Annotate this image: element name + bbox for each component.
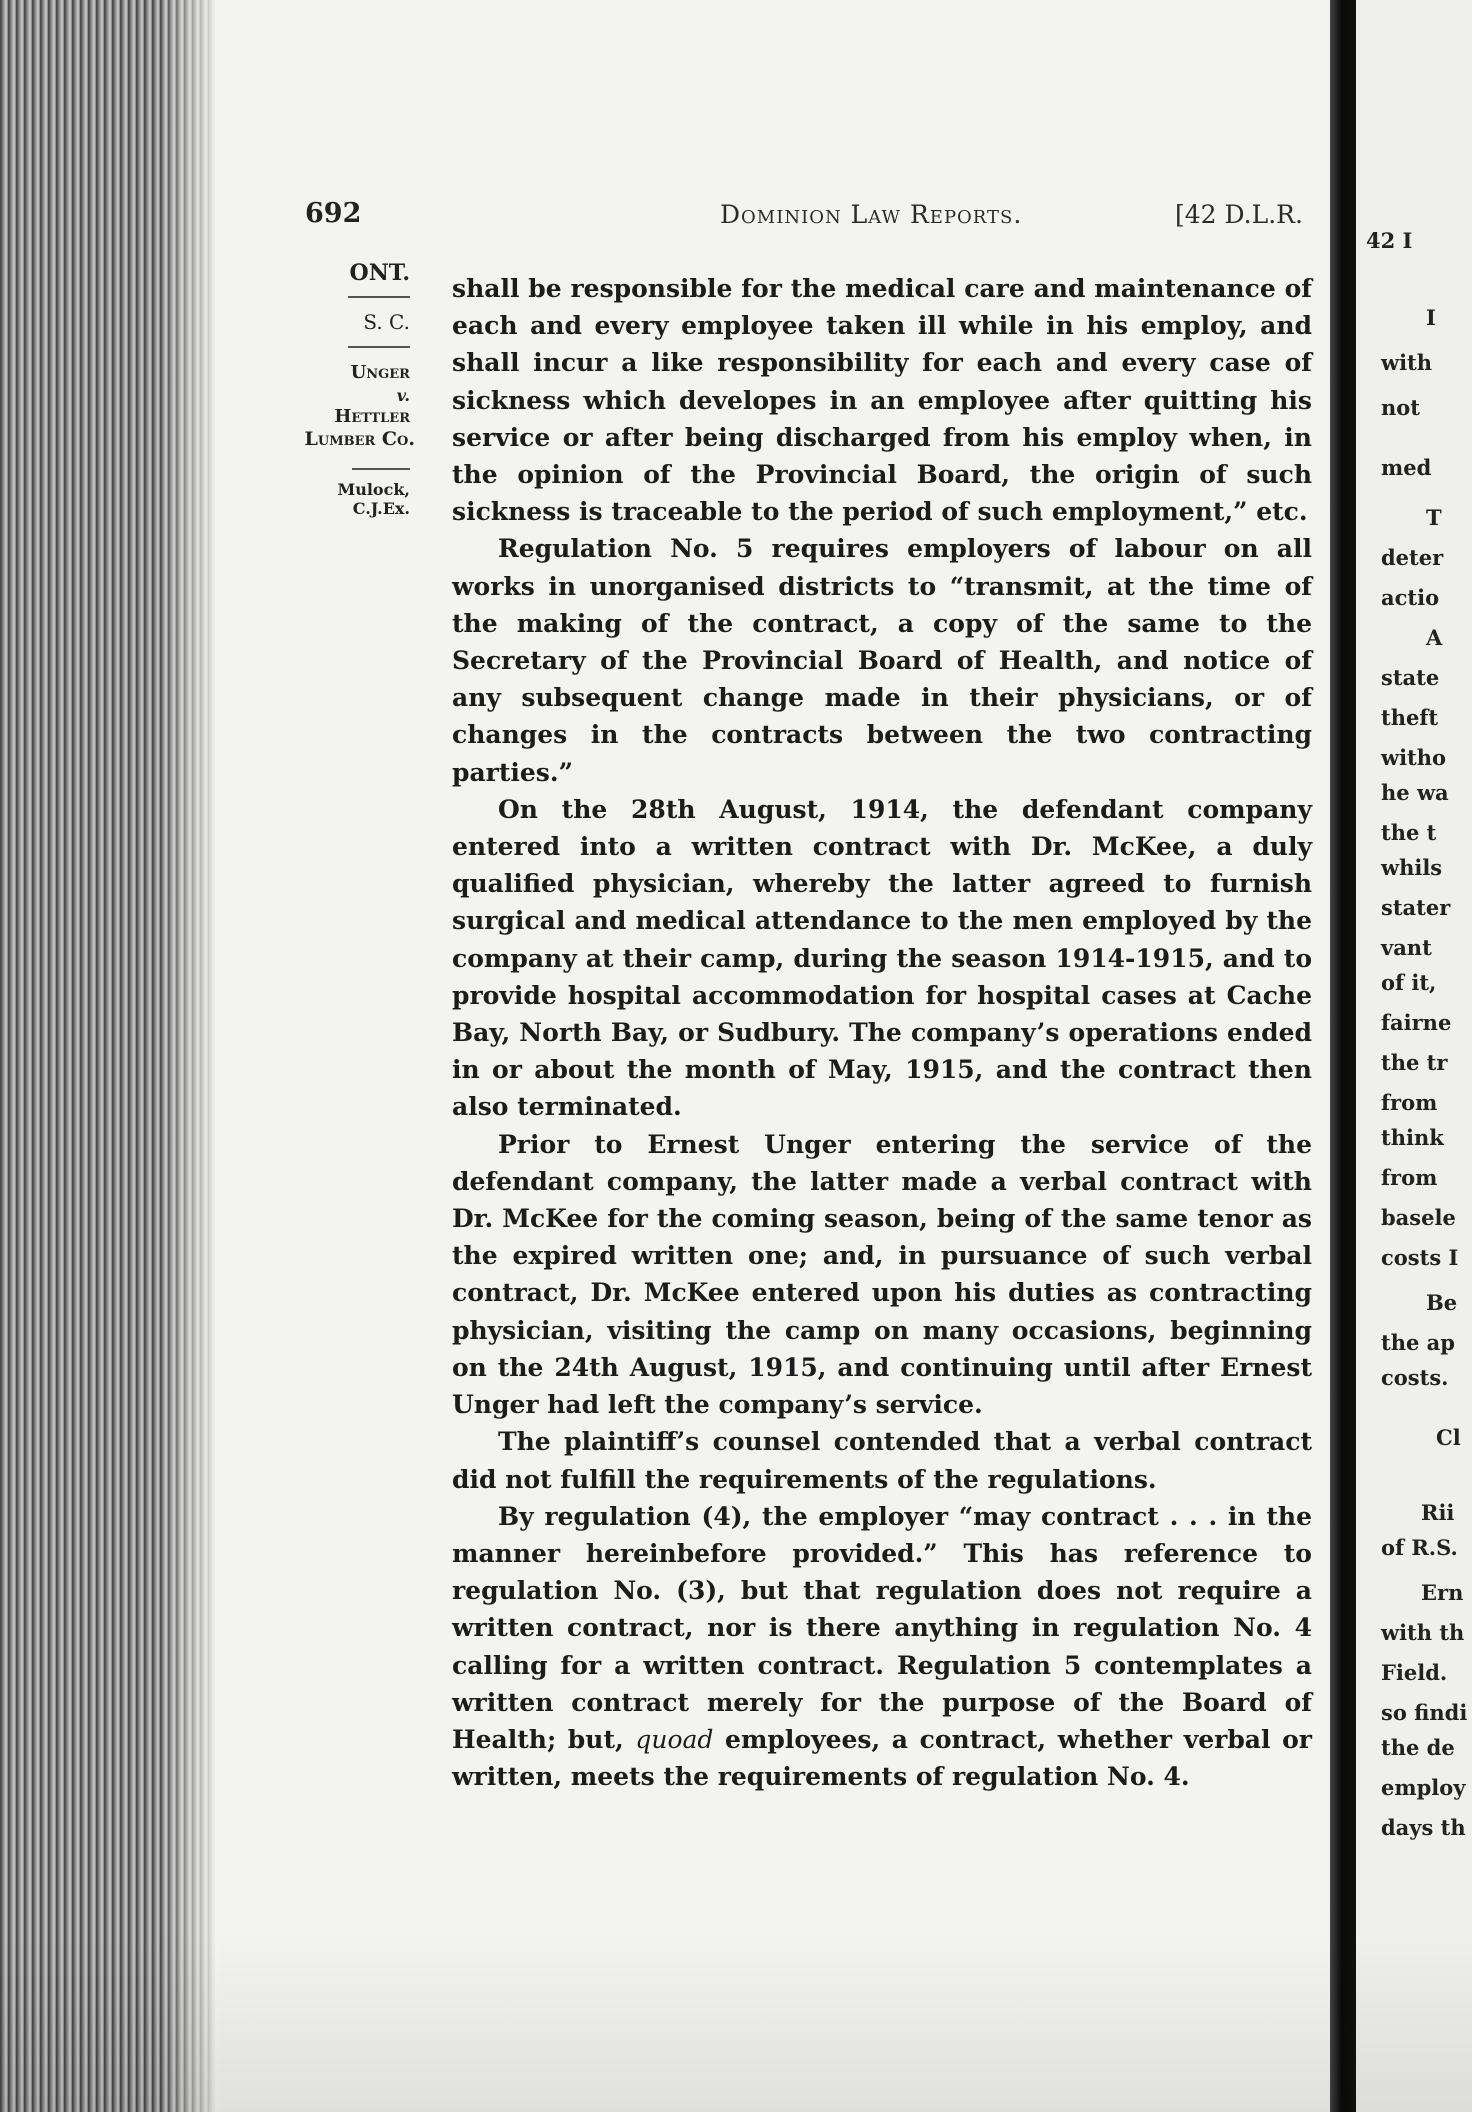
- facing-page-line: so findi: [1381, 1700, 1468, 1725]
- scan-shadow: [0, 1930, 1472, 2112]
- margin-rule: [352, 468, 410, 470]
- facing-page-line: Rii: [1421, 1500, 1455, 1525]
- volume-reference: [42 D.L.R.: [1175, 200, 1303, 229]
- facing-page-line: deter: [1381, 545, 1444, 570]
- facing-page-line: of R.S.: [1381, 1535, 1458, 1560]
- margin-case-defendant: Hettler: [334, 406, 410, 427]
- facing-page-line: T: [1426, 505, 1442, 530]
- facing-page-line: theft: [1381, 705, 1439, 730]
- facing-page-line: the tr: [1381, 1050, 1448, 1075]
- paragraph-text: By regulation (4), the employer “may contract . . . in the manner hereinbefore provided.” This has reference to regulation No. (3), but that regulation does not require a written contract, nor is there anything in regulation No. 4 calling for a written contract. Regulation 5 contemplates a written contract merely for the purpose of the Board of Health; but,: [452, 1501, 1312, 1754]
- facing-page-line: from: [1381, 1090, 1438, 1115]
- facing-page-line: with th: [1381, 1620, 1465, 1645]
- margin-case-defendant-cont: Lumber Co.: [304, 428, 415, 450]
- facing-page-line: Field.: [1381, 1660, 1448, 1685]
- body-text: [452, 270, 1312, 1795]
- facing-page-line: 42 I: [1366, 228, 1413, 253]
- facing-page-line: not: [1381, 395, 1420, 420]
- facing-page-line: the t: [1381, 820, 1437, 845]
- paragraph: The plaintiff’s counsel contended that a verbal contract did not fulfill the requirements of the regulations.: [452, 1427, 1312, 1494]
- facing-page-line: state: [1381, 665, 1440, 690]
- margin-rule: [348, 296, 410, 298]
- facing-page-line: fairne: [1381, 1010, 1452, 1035]
- margin-case-versus: v.: [396, 386, 410, 405]
- margin-division: S. C.: [363, 310, 410, 334]
- running-title: Dominion Law Reports.: [720, 200, 1023, 229]
- paragraph: [452, 1498, 1312, 1796]
- paragraph-text: employees, a contract, whether verbal or written, meets the requirements of regulation No. 4.: [452, 1724, 1312, 1792]
- facing-page-line: costs.: [1381, 1365, 1449, 1390]
- facing-page-line: med: [1381, 455, 1432, 480]
- facing-page-line: employ: [1381, 1775, 1466, 1800]
- facing-page-line: whils: [1381, 855, 1443, 880]
- facing-page-line: he wa: [1381, 780, 1449, 805]
- paragraph: On the 28th August, 1914, the defendant company entered into a written contract with Dr. McKee, a duly qualified physician, whereby the latter agreed to furnish surgical and medical attendance to the men employed by the company at their camp, during the season 1914-1915, and to provide hospital accommodation for hospital cases at Cache Bay, North Bay, or Sudbury. The company’s operations ended in or about the month of May, 1915, and the contract then also terminated.: [452, 794, 1312, 1122]
- facing-page-line: A: [1426, 625, 1443, 650]
- facing-page-line: Cl: [1436, 1425, 1461, 1450]
- facing-page-line: days th: [1381, 1815, 1466, 1840]
- facing-page-line: Be: [1426, 1290, 1458, 1315]
- facing-page-line: actio: [1381, 585, 1440, 610]
- facing-page-line: of it,: [1381, 970, 1437, 995]
- page-number: 692: [305, 198, 362, 229]
- italic-term: quoad: [635, 1724, 714, 1754]
- paragraph: Prior to Ernest Unger entering the service of the defendant company, the latter made a verbal contract with Dr. McKee for the coming season, being of the same tenor as the expired written one; and, in pursuance of such verbal contract, Dr. McKee entered upon his duties as contracting physician, visiting the camp on many occasions, beginning on the 24th August, 1915, and continuing until after Ernest Unger had left the company’s service.: [452, 1129, 1312, 1420]
- margin-case-plaintiff: Unger: [350, 362, 410, 383]
- margin-judge: Mulock, C.J.Ex.: [337, 480, 410, 518]
- page-edge-fade: [160, 0, 220, 2112]
- facing-page-line: the de: [1381, 1735, 1455, 1760]
- margin-court: ONT.: [349, 260, 410, 286]
- facing-page-line: Ern: [1421, 1580, 1464, 1605]
- paragraph: Regulation No. 5 requires employers of labour on all works in unorganised districts to “transmit, at the time of the making of the contract, a copy of the same to the Secretary of the Provincial Board of Health, and notice of any subsequent change made in their physicians, or of changes in the contracts between the two contracting parties.”: [452, 534, 1312, 787]
- page-header: [305, 198, 1315, 238]
- facing-page-line: witho: [1381, 745, 1447, 770]
- facing-page-line: vant: [1381, 935, 1432, 960]
- facing-page-line: I: [1426, 305, 1436, 330]
- facing-page-line: think: [1381, 1125, 1444, 1150]
- margin-rule: [348, 346, 410, 348]
- facing-page-line: stater: [1381, 895, 1451, 920]
- facing-page-line: with: [1381, 350, 1433, 375]
- paragraph: shall be responsible for the medical care and maintenance of each and every employee taken ill while in his employ, and shall incur a like responsibility for each and every case of sickness which developes in an employee after quitting his service or after being discharged from his employ when, in the opinion of the Provincial Board, the origin of such sickness is traceable to the period of such employment,” etc.: [452, 274, 1312, 527]
- book-gutter: [1330, 0, 1356, 2112]
- facing-page-line: basele: [1381, 1205, 1456, 1230]
- facing-page-line: from: [1381, 1165, 1438, 1190]
- facing-page-line: the ap: [1381, 1330, 1455, 1355]
- facing-page-line: costs I: [1381, 1245, 1459, 1270]
